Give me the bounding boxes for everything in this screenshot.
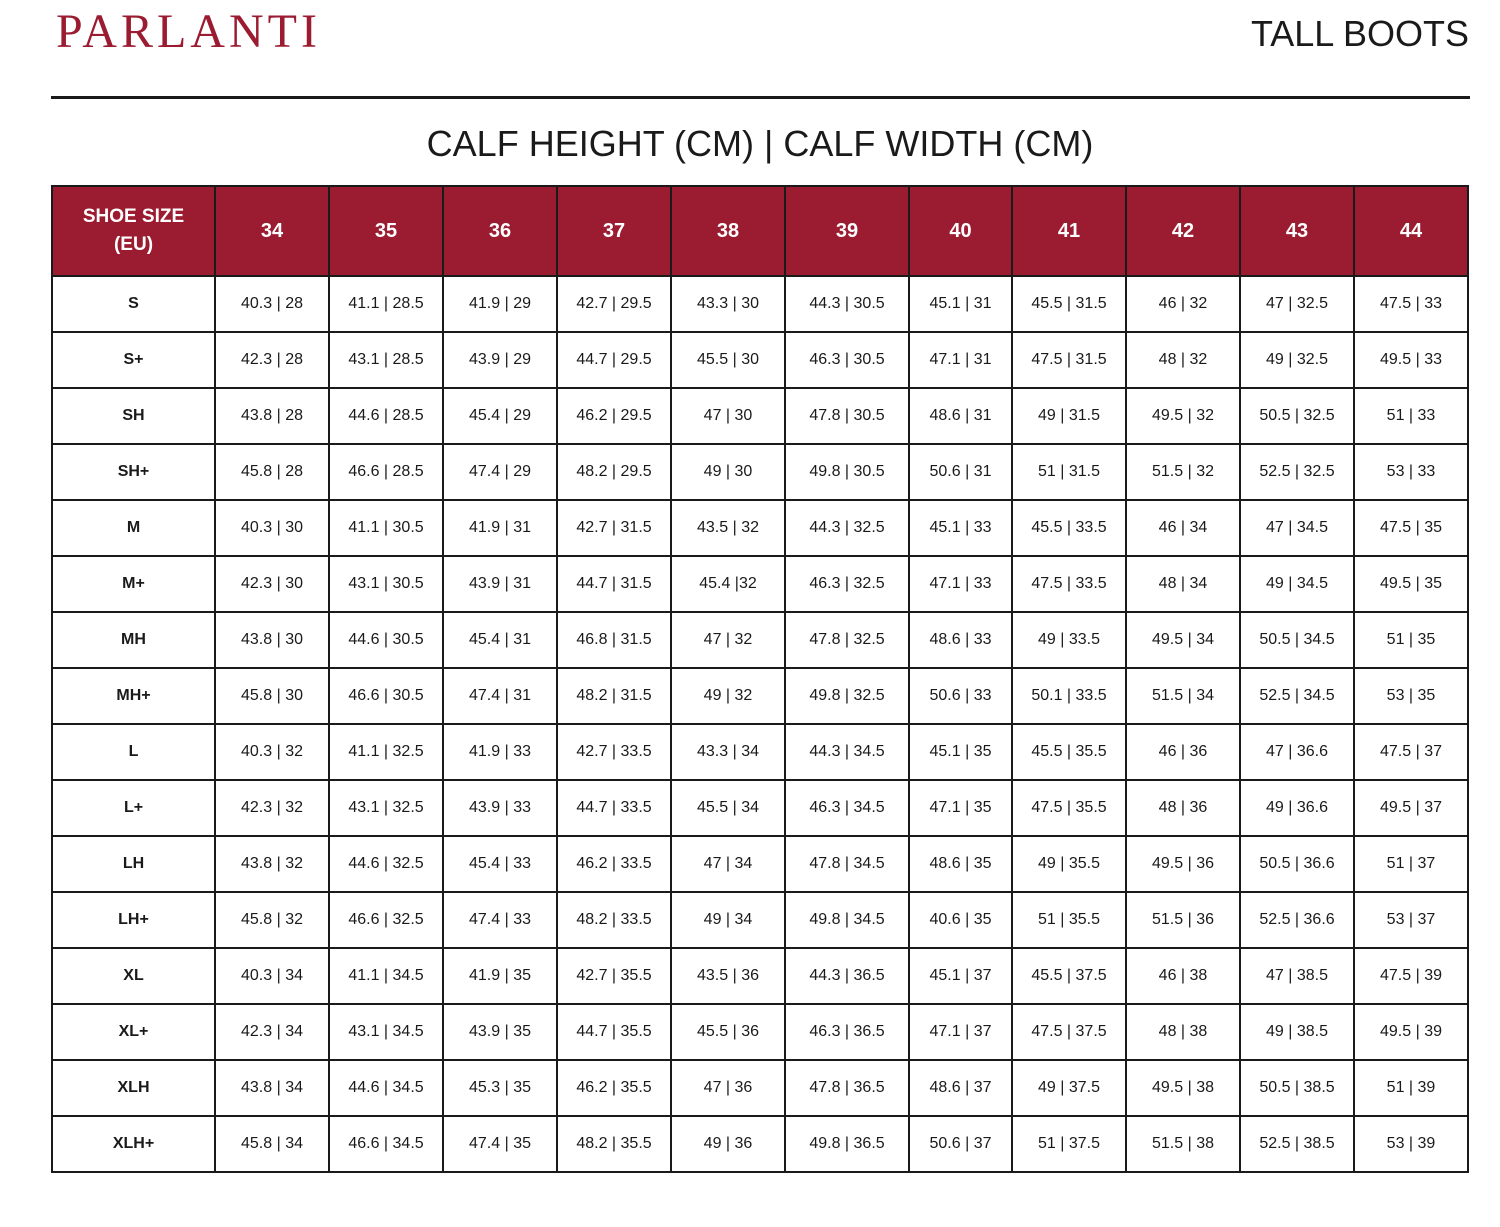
table-row — [52, 724, 1468, 780]
measurement-cell: 45.5 | 37.5 — [1012, 948, 1126, 1004]
measurement-cell: 44.7 | 35.5 — [557, 1004, 671, 1060]
measurement-cell: 48.2 | 33.5 — [557, 892, 671, 948]
measurement-cell: 45.1 | 33 — [909, 500, 1012, 556]
measurement-cell: 41.9 | 29 — [443, 276, 557, 332]
header-divider — [51, 96, 1470, 99]
column-header-eu-size: 44 — [1354, 186, 1468, 276]
measurement-cell: 51.5 | 32 — [1126, 444, 1240, 500]
measurement-cell: 51.5 | 36 — [1126, 892, 1240, 948]
measurement-cell: 44.3 | 30.5 — [785, 276, 909, 332]
measurement-cell: 48 | 38 — [1126, 1004, 1240, 1060]
measurement-cell: 43.1 | 34.5 — [329, 1004, 443, 1060]
measurement-cell: 47.1 | 35 — [909, 780, 1012, 836]
table-row — [52, 332, 1468, 388]
measurement-cell: 46.6 | 30.5 — [329, 668, 443, 724]
measurement-cell: 46.3 | 30.5 — [785, 332, 909, 388]
measurement-cell: 45.3 | 35 — [443, 1060, 557, 1116]
measurement-cell: 43.8 | 28 — [215, 388, 329, 444]
row-size-label: XL — [52, 948, 215, 1004]
row-size-label: M — [52, 500, 215, 556]
measurement-cell: 43.8 | 30 — [215, 612, 329, 668]
measurement-cell: 47.5 | 35 — [1354, 500, 1468, 556]
measurement-cell: 49.5 | 35 — [1354, 556, 1468, 612]
measurement-cell: 49 | 36 — [671, 1116, 785, 1172]
measurement-cell: 51.5 | 38 — [1126, 1116, 1240, 1172]
row-size-label: XLH+ — [52, 1116, 215, 1172]
measurement-cell: 47.1 | 37 — [909, 1004, 1012, 1060]
measurement-cell: 47.1 | 31 — [909, 332, 1012, 388]
measurement-cell: 45.1 | 37 — [909, 948, 1012, 1004]
measurement-cell: 44.7 | 33.5 — [557, 780, 671, 836]
measurement-cell: 49 | 32.5 — [1240, 332, 1354, 388]
measurement-cell: 51.5 | 34 — [1126, 668, 1240, 724]
measurement-cell: 43.3 | 30 — [671, 276, 785, 332]
shoe-size-header-line1: SHOE SIZE — [82, 206, 185, 227]
measurement-cell: 49 | 38.5 — [1240, 1004, 1354, 1060]
measurement-cell: 48.2 | 29.5 — [557, 444, 671, 500]
measurement-cell: 43.9 | 29 — [443, 332, 557, 388]
measurement-cell: 53 | 35 — [1354, 668, 1468, 724]
measurement-cell: 47.4 | 29 — [443, 444, 557, 500]
column-header-eu-size: 36 — [443, 186, 557, 276]
measurement-cell: 44.7 | 29.5 — [557, 332, 671, 388]
table-row — [52, 444, 1468, 500]
measurement-cell: 47 | 36.6 — [1240, 724, 1354, 780]
row-size-label: L+ — [52, 780, 215, 836]
measurement-cell: 49 | 30 — [671, 444, 785, 500]
measurement-cell: 46.3 | 34.5 — [785, 780, 909, 836]
column-header-eu-size: 43 — [1240, 186, 1354, 276]
page-title: TALL BOOTS — [1250, 13, 1469, 54]
column-header-eu-size: 42 — [1126, 186, 1240, 276]
row-size-label: S — [52, 276, 215, 332]
measurement-cell: 46.8 | 31.5 — [557, 612, 671, 668]
column-header-eu-size: 40 — [909, 186, 1012, 276]
measurement-cell: 44.3 | 36.5 — [785, 948, 909, 1004]
table-row — [52, 500, 1468, 556]
measurement-cell: 44.6 | 28.5 — [329, 388, 443, 444]
header-row — [52, 186, 1468, 276]
measurement-cell: 49.5 | 37 — [1354, 780, 1468, 836]
measurement-cell: 41.1 | 28.5 — [329, 276, 443, 332]
table-row — [52, 836, 1468, 892]
measurement-cell: 43.3 | 34 — [671, 724, 785, 780]
measurement-cell: 45.5 | 35.5 — [1012, 724, 1126, 780]
measurement-cell: 47.5 | 37 — [1354, 724, 1468, 780]
measurement-cell: 49 | 34 — [671, 892, 785, 948]
column-header-eu-size: 34 — [215, 186, 329, 276]
measurement-cell: 46 | 38 — [1126, 948, 1240, 1004]
measurement-cell: 47.8 | 36.5 — [785, 1060, 909, 1116]
measurement-cell: 46 | 36 — [1126, 724, 1240, 780]
measurement-cell: 51 | 33 — [1354, 388, 1468, 444]
measurement-cell: 44.3 | 32.5 — [785, 500, 909, 556]
column-header-eu-size: 37 — [557, 186, 671, 276]
measurement-cell: 44.6 | 32.5 — [329, 836, 443, 892]
measurement-cell: 50.5 | 32.5 — [1240, 388, 1354, 444]
row-size-label: S+ — [52, 332, 215, 388]
row-size-label: XLH — [52, 1060, 215, 1116]
shoe-size-header-line2: (EU) — [113, 234, 154, 255]
measurement-cell: 52.5 | 38.5 — [1240, 1116, 1354, 1172]
row-size-label: L — [52, 724, 215, 780]
measurement-cell: 43.8 | 32 — [215, 836, 329, 892]
measurement-cell: 52.5 | 32.5 — [1240, 444, 1354, 500]
measurement-cell: 42.3 | 30 — [215, 556, 329, 612]
measurement-cell: 40.3 | 30 — [215, 500, 329, 556]
measurement-cell: 40.6 | 35 — [909, 892, 1012, 948]
measurement-cell: 47 | 32 — [671, 612, 785, 668]
measurement-cell: 42.3 | 34 — [215, 1004, 329, 1060]
measurement-cell: 44.6 | 34.5 — [329, 1060, 443, 1116]
table-row — [52, 780, 1468, 836]
measurement-cell: 48.2 | 31.5 — [557, 668, 671, 724]
column-header-eu-size: 38 — [671, 186, 785, 276]
measurement-cell: 46 | 34 — [1126, 500, 1240, 556]
measurement-cell: 45.4 |32 — [671, 556, 785, 612]
measurement-cell: 50.5 | 34.5 — [1240, 612, 1354, 668]
size-chart-table — [51, 185, 1469, 1173]
column-header-eu-size: 39 — [785, 186, 909, 276]
measurement-cell: 42.3 | 32 — [215, 780, 329, 836]
measurement-cell: 47.5 | 33 — [1354, 276, 1468, 332]
row-size-label: SH+ — [52, 444, 215, 500]
row-size-label: LH — [52, 836, 215, 892]
measurement-cell: 45.5 | 33.5 — [1012, 500, 1126, 556]
measurement-cell: 49.5 | 38 — [1126, 1060, 1240, 1116]
table-heading: CALF HEIGHT (CM) | CALF WIDTH (CM) — [426, 123, 1094, 164]
measurement-cell: 49.5 | 33 — [1354, 332, 1468, 388]
measurement-cell: 49.8 | 32.5 — [785, 668, 909, 724]
measurement-cell: 43.9 | 35 — [443, 1004, 557, 1060]
measurement-cell: 41.9 | 33 — [443, 724, 557, 780]
measurement-cell: 43.5 | 32 — [671, 500, 785, 556]
table-row — [52, 668, 1468, 724]
measurement-cell: 46.3 | 32.5 — [785, 556, 909, 612]
measurement-cell: 43.9 | 31 — [443, 556, 557, 612]
measurement-cell: 43.9 | 33 — [443, 780, 557, 836]
measurement-cell: 46.2 | 29.5 — [557, 388, 671, 444]
measurement-cell: 46.2 | 35.5 — [557, 1060, 671, 1116]
measurement-cell: 40.3 | 32 — [215, 724, 329, 780]
table-row — [52, 612, 1468, 668]
measurement-cell: 46 | 32 — [1126, 276, 1240, 332]
measurement-cell: 47.8 | 34.5 — [785, 836, 909, 892]
measurement-cell: 52.5 | 34.5 — [1240, 668, 1354, 724]
measurement-cell: 47 | 30 — [671, 388, 785, 444]
measurement-cell: 45.8 | 34 — [215, 1116, 329, 1172]
measurement-cell: 50.6 | 33 — [909, 668, 1012, 724]
measurement-cell: 51 | 35.5 — [1012, 892, 1126, 948]
measurement-cell: 45.8 | 30 — [215, 668, 329, 724]
measurement-cell: 49.8 | 34.5 — [785, 892, 909, 948]
measurement-cell: 42.7 | 31.5 — [557, 500, 671, 556]
table-row — [52, 1060, 1468, 1116]
table-row — [52, 948, 1468, 1004]
measurement-cell: 44.7 | 31.5 — [557, 556, 671, 612]
measurement-cell: 43.1 | 28.5 — [329, 332, 443, 388]
measurement-cell: 53 | 39 — [1354, 1116, 1468, 1172]
measurement-cell: 49 | 33.5 — [1012, 612, 1126, 668]
measurement-cell: 50.6 | 37 — [909, 1116, 1012, 1172]
measurement-cell: 51 | 35 — [1354, 612, 1468, 668]
measurement-cell: 46.6 | 32.5 — [329, 892, 443, 948]
measurement-cell: 43.1 | 30.5 — [329, 556, 443, 612]
table-row — [52, 1004, 1468, 1060]
measurement-cell: 50.5 | 36.6 — [1240, 836, 1354, 892]
measurement-cell: 43.5 | 36 — [671, 948, 785, 1004]
measurement-cell: 47.5 | 37.5 — [1012, 1004, 1126, 1060]
measurement-cell: 47 | 34 — [671, 836, 785, 892]
column-header-eu-size: 41 — [1012, 186, 1126, 276]
measurement-cell: 48.6 | 37 — [909, 1060, 1012, 1116]
row-size-label: SH — [52, 388, 215, 444]
measurement-cell: 41.9 | 31 — [443, 500, 557, 556]
measurement-cell: 47 | 36 — [671, 1060, 785, 1116]
measurement-cell: 47.5 | 39 — [1354, 948, 1468, 1004]
measurement-cell: 49 | 36.6 — [1240, 780, 1354, 836]
measurement-cell: 42.7 | 29.5 — [557, 276, 671, 332]
measurement-cell: 47 | 38.5 — [1240, 948, 1354, 1004]
measurement-cell: 47.4 | 33 — [443, 892, 557, 948]
measurement-cell: 45.4 | 31 — [443, 612, 557, 668]
measurement-cell: 45.4 | 29 — [443, 388, 557, 444]
measurement-cell: 41.1 | 34.5 — [329, 948, 443, 1004]
measurement-cell: 45.5 | 31.5 — [1012, 276, 1126, 332]
row-size-label: MH — [52, 612, 215, 668]
measurement-cell: 49 | 32 — [671, 668, 785, 724]
measurement-cell: 42.7 | 35.5 — [557, 948, 671, 1004]
measurement-cell: 47 | 32.5 — [1240, 276, 1354, 332]
measurement-cell: 48 | 32 — [1126, 332, 1240, 388]
measurement-cell: 42.3 | 28 — [215, 332, 329, 388]
measurement-cell: 47.5 | 35.5 — [1012, 780, 1126, 836]
measurement-cell: 48 | 36 — [1126, 780, 1240, 836]
measurement-cell: 47.1 | 33 — [909, 556, 1012, 612]
measurement-cell: 41.1 | 30.5 — [329, 500, 443, 556]
table-row — [52, 276, 1468, 332]
measurement-cell: 51 | 37.5 — [1012, 1116, 1126, 1172]
measurement-cell: 51 | 39 — [1354, 1060, 1468, 1116]
measurement-cell: 46.6 | 28.5 — [329, 444, 443, 500]
measurement-cell: 45.5 | 36 — [671, 1004, 785, 1060]
measurement-cell: 47.4 | 35 — [443, 1116, 557, 1172]
measurement-cell: 49 | 37.5 — [1012, 1060, 1126, 1116]
measurement-cell: 41.1 | 32.5 — [329, 724, 443, 780]
measurement-cell: 50.1 | 33.5 — [1012, 668, 1126, 724]
measurement-cell: 45.8 | 28 — [215, 444, 329, 500]
measurement-cell: 48.6 | 35 — [909, 836, 1012, 892]
table-row — [52, 388, 1468, 444]
measurement-cell: 49.5 | 36 — [1126, 836, 1240, 892]
table-row — [52, 1116, 1468, 1172]
measurement-cell: 46.6 | 34.5 — [329, 1116, 443, 1172]
measurement-cell: 45.1 | 35 — [909, 724, 1012, 780]
measurement-cell: 49.8 | 36.5 — [785, 1116, 909, 1172]
row-size-label: XL+ — [52, 1004, 215, 1060]
measurement-cell: 49.5 | 32 — [1126, 388, 1240, 444]
table-row — [52, 556, 1468, 612]
column-header-eu-size: 35 — [329, 186, 443, 276]
measurement-cell: 47.5 | 31.5 — [1012, 332, 1126, 388]
shoe-size-header — [52, 186, 215, 276]
measurement-cell: 49.5 | 34 — [1126, 612, 1240, 668]
measurement-cell: 47 | 34.5 — [1240, 500, 1354, 556]
measurement-cell: 48 | 34 — [1126, 556, 1240, 612]
measurement-cell: 45.4 | 33 — [443, 836, 557, 892]
measurement-cell: 44.6 | 30.5 — [329, 612, 443, 668]
row-size-label: M+ — [52, 556, 215, 612]
measurement-cell: 53 | 33 — [1354, 444, 1468, 500]
measurement-cell: 50.5 | 38.5 — [1240, 1060, 1354, 1116]
table-header — [52, 186, 1468, 276]
measurement-cell: 48.6 | 33 — [909, 612, 1012, 668]
measurement-cell: 40.3 | 28 — [215, 276, 329, 332]
measurement-cell: 45.1 | 31 — [909, 276, 1012, 332]
measurement-cell: 43.8 | 34 — [215, 1060, 329, 1116]
row-size-label: MH+ — [52, 668, 215, 724]
table-body — [52, 276, 1468, 1172]
measurement-cell: 49 | 35.5 — [1012, 836, 1126, 892]
measurement-cell: 47.4 | 31 — [443, 668, 557, 724]
measurement-cell: 49 | 34.5 — [1240, 556, 1354, 612]
measurement-cell: 47.5 | 33.5 — [1012, 556, 1126, 612]
measurement-cell: 49 | 31.5 — [1012, 388, 1126, 444]
measurement-cell: 42.7 | 33.5 — [557, 724, 671, 780]
measurement-cell: 52.5 | 36.6 — [1240, 892, 1354, 948]
measurement-cell: 51 | 37 — [1354, 836, 1468, 892]
measurement-cell: 49.5 | 39 — [1354, 1004, 1468, 1060]
measurement-cell: 49.8 | 30.5 — [785, 444, 909, 500]
measurement-cell: 47.8 | 30.5 — [785, 388, 909, 444]
measurement-cell: 45.5 | 34 — [671, 780, 785, 836]
measurement-cell: 51 | 31.5 — [1012, 444, 1126, 500]
measurement-cell: 46.2 | 33.5 — [557, 836, 671, 892]
measurement-cell: 48.2 | 35.5 — [557, 1116, 671, 1172]
measurement-cell: 40.3 | 34 — [215, 948, 329, 1004]
measurement-cell: 43.1 | 32.5 — [329, 780, 443, 836]
measurement-cell: 45.8 | 32 — [215, 892, 329, 948]
measurement-cell: 45.5 | 30 — [671, 332, 785, 388]
measurement-cell: 44.3 | 34.5 — [785, 724, 909, 780]
measurement-cell: 46.3 | 36.5 — [785, 1004, 909, 1060]
measurement-cell: 48.6 | 31 — [909, 388, 1012, 444]
measurement-cell: 47.8 | 32.5 — [785, 612, 909, 668]
table-row — [52, 892, 1468, 948]
row-size-label: LH+ — [52, 892, 215, 948]
measurement-cell: 50.6 | 31 — [909, 444, 1012, 500]
brand-logo: PARLANTI — [56, 5, 321, 58]
measurement-cell: 53 | 37 — [1354, 892, 1468, 948]
measurement-cell: 41.9 | 35 — [443, 948, 557, 1004]
